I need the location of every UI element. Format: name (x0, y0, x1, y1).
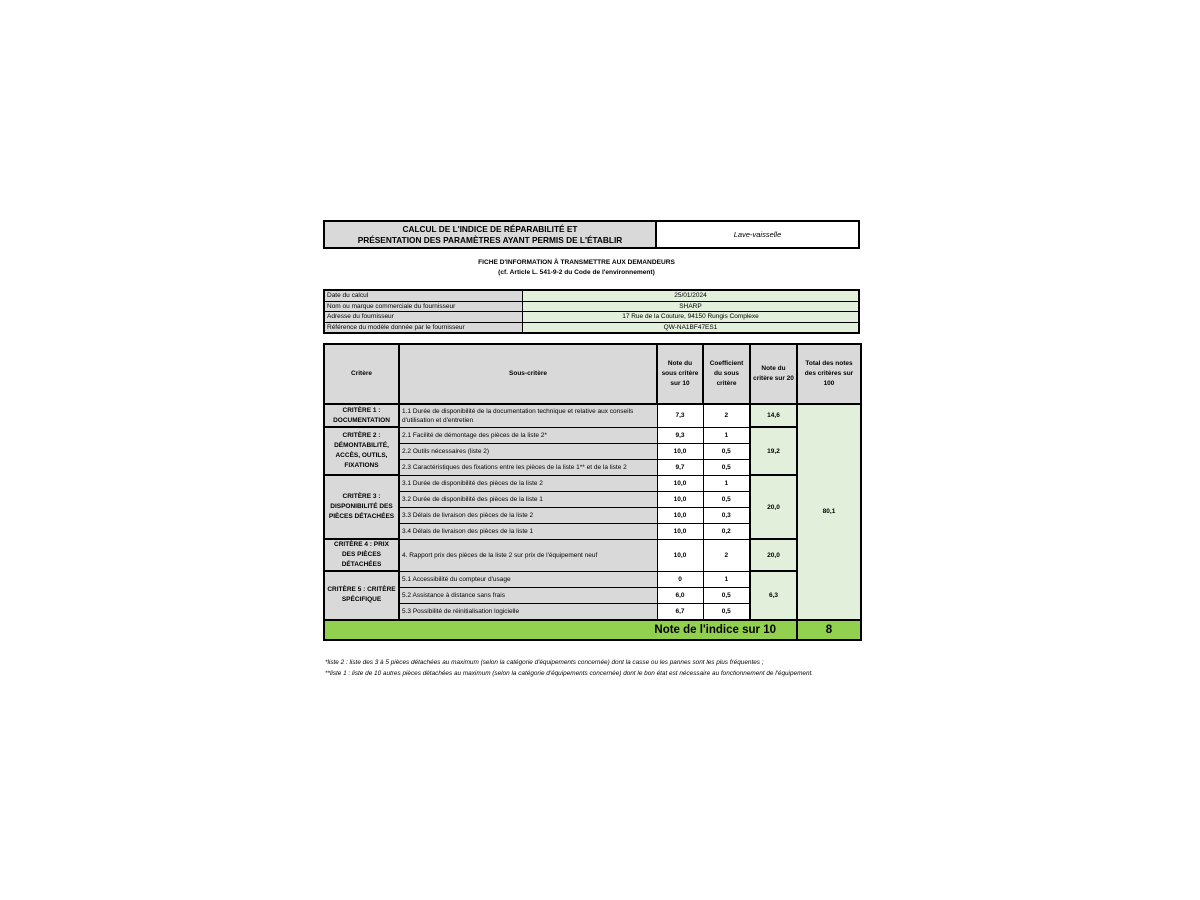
sub-coef: 0,5 (703, 491, 750, 507)
criteria-table (323, 343, 862, 641)
sub-criterion: 1.1 Durée de disponibilité de la documentation technique et relative aux conseils d'utilisation et d'entretien (399, 404, 657, 427)
table-row (324, 427, 861, 443)
sub-coef: 0,5 (703, 603, 750, 620)
info-value: QW-NA1BF47ES1 (523, 322, 860, 333)
info-label: Référence du modèle donnée par le fournisseur (324, 322, 523, 333)
sub-criterion: 3.2 Durée de disponibilité des pièces de la liste 1 (399, 491, 657, 507)
criterion-note: 20,0 (750, 539, 797, 571)
footnote-liste-1: **liste 1 : liste de 10 autres pièces détachées au maximum (selon la catégorie d'équipements concernée) dont le bon état est nécessaire au fonctionnement de l'équipement. (325, 670, 814, 677)
sub-note: 10,0 (657, 475, 703, 491)
subtitle (293, 258, 860, 278)
sub-criterion: 5.2 Assistance à distance sans frais (399, 587, 657, 603)
sub-criterion: 3.4 Délais de livraison des pièces de la liste 1 (399, 523, 657, 539)
sub-criterion: 5.1 Accessibilité du compteur d'usage (399, 571, 657, 587)
sub-criterion: 4. Rapport prix des pièces de la liste 2 sur prix de l'équipement neuf (399, 539, 657, 571)
info-label: Nom ou marque commerciale du fournisseur (324, 301, 523, 312)
sub-coef: 2 (703, 404, 750, 427)
criterion-note: 14,6 (750, 404, 797, 427)
info-label: Adresse du fournisseur (324, 312, 523, 323)
criterion-3: CRITÈRE 3 : DISPONIBILITÉ DES PIÈCES DÉTACHÉES (324, 475, 399, 539)
sub-note: 6,0 (657, 587, 703, 603)
sub-coef: 1 (703, 571, 750, 587)
info-value: 25/01/2024 (523, 290, 860, 301)
header-coef: Coefficient du sous critère (703, 344, 750, 404)
sub-note: 9,3 (657, 427, 703, 443)
sub-criterion: 3.3 Délais de livraison des pièces de la liste 2 (399, 507, 657, 523)
info-label: Date du calcul (324, 290, 523, 301)
criterion-note: 6,3 (750, 571, 797, 620)
product-type: Lave-vaisselle (657, 220, 860, 249)
subtitle-line-1: FICHE D'INFORMATION À TRANSMETTRE AUX DEMANDEURS (478, 259, 675, 266)
title-line-2: PRÉSENTATION DES PARAMÈTRES AYANT PERMIS DE L'ÉTABLIR (357, 235, 623, 245)
sub-coef: 0,2 (703, 523, 750, 539)
sub-note: 7,3 (657, 404, 703, 427)
sub-criterion: 5.3 Possibilité de réinitialisation logicielle (399, 603, 657, 620)
sub-note: 0 (657, 571, 703, 587)
criterion-note: 19,2 (750, 427, 797, 475)
sub-criterion: 2.2 Outils nécessaires (liste 2) (399, 443, 657, 459)
table-header-row (324, 344, 861, 404)
criterion-2: CRITÈRE 2 : DÉMONTABILITÉ, ACCÈS, OUTILS, FIXATIONS (324, 427, 399, 475)
header-sous-critere: Sous-critère (399, 344, 657, 404)
criterion-note: 20,0 (750, 475, 797, 539)
supplier-info-table (323, 289, 860, 334)
sub-note: 10,0 (657, 443, 703, 459)
info-row (324, 312, 859, 323)
header-critere: Critère (324, 344, 399, 404)
info-value: SHARP (523, 301, 860, 312)
sub-coef: 2 (703, 539, 750, 571)
final-score-row (324, 620, 861, 640)
sub-note: 10,0 (657, 523, 703, 539)
sub-coef: 1 (703, 427, 750, 443)
info-row (324, 290, 859, 301)
sub-note: 9,7 (657, 459, 703, 475)
header-note-sous: Note du sous critère sur 10 (657, 344, 703, 404)
header-title (323, 220, 657, 249)
sub-criterion: 2.1 Facilité de démontage des pièces de la liste 2* (399, 427, 657, 443)
table-row (324, 404, 861, 427)
footnotes (325, 657, 865, 679)
footnote-liste-2: *liste 2 : liste des 3 à 5 pièces détachées au maximum (selon la catégorie d'équipements concernée) dont la casse ou les pannes sont les plus fréquentes ; (325, 659, 764, 666)
sub-note: 10,0 (657, 491, 703, 507)
table-row (324, 539, 861, 571)
sub-criterion: 3.1 Durée de disponibilité des pièces de la liste 2 (399, 475, 657, 491)
header-total: Total des notes des critères sur 100 (797, 344, 861, 404)
header-box (323, 220, 860, 249)
sub-criterion: 2.3 Caractéristiques des fixations entre les pièces de la liste 1** et de la liste 2 (399, 459, 657, 475)
title-line-1: CALCUL DE L'INDICE DE RÉPARABILITÉ ET (402, 224, 578, 234)
final-score-value: 8 (797, 620, 861, 640)
total-score: 80,1 (797, 404, 861, 620)
sub-coef: 0,3 (703, 507, 750, 523)
info-row (324, 322, 859, 333)
header-note20: Note du critère sur 20 (750, 344, 797, 404)
sub-note: 6,7 (657, 603, 703, 620)
sub-coef: 1 (703, 475, 750, 491)
criterion-1: CRITÈRE 1 : DOCUMENTATION (324, 404, 399, 427)
final-score-label: Note de l'indice sur 10 (324, 620, 797, 640)
info-value: 17 Rue de la Couture, 94150 Rungis Complexe (523, 312, 860, 323)
sub-coef: 0,5 (703, 587, 750, 603)
repairability-sheet (323, 220, 860, 677)
criterion-4: CRITÈRE 4 : PRIX DES PIÈCES DÉTACHÉES (324, 539, 399, 571)
criterion-5: CRITÈRE 5 : CRITÈRE SPÉCIFIQUE (324, 571, 399, 620)
subtitle-line-2: (cf. Article L. 541-9-2 du Code de l'environnement) (498, 269, 655, 276)
info-row (324, 301, 859, 312)
table-row (324, 571, 861, 587)
sub-note: 10,0 (657, 507, 703, 523)
sub-coef: 0,5 (703, 443, 750, 459)
sub-coef: 0,5 (703, 459, 750, 475)
sub-note: 10,0 (657, 539, 703, 571)
table-row (324, 475, 861, 491)
